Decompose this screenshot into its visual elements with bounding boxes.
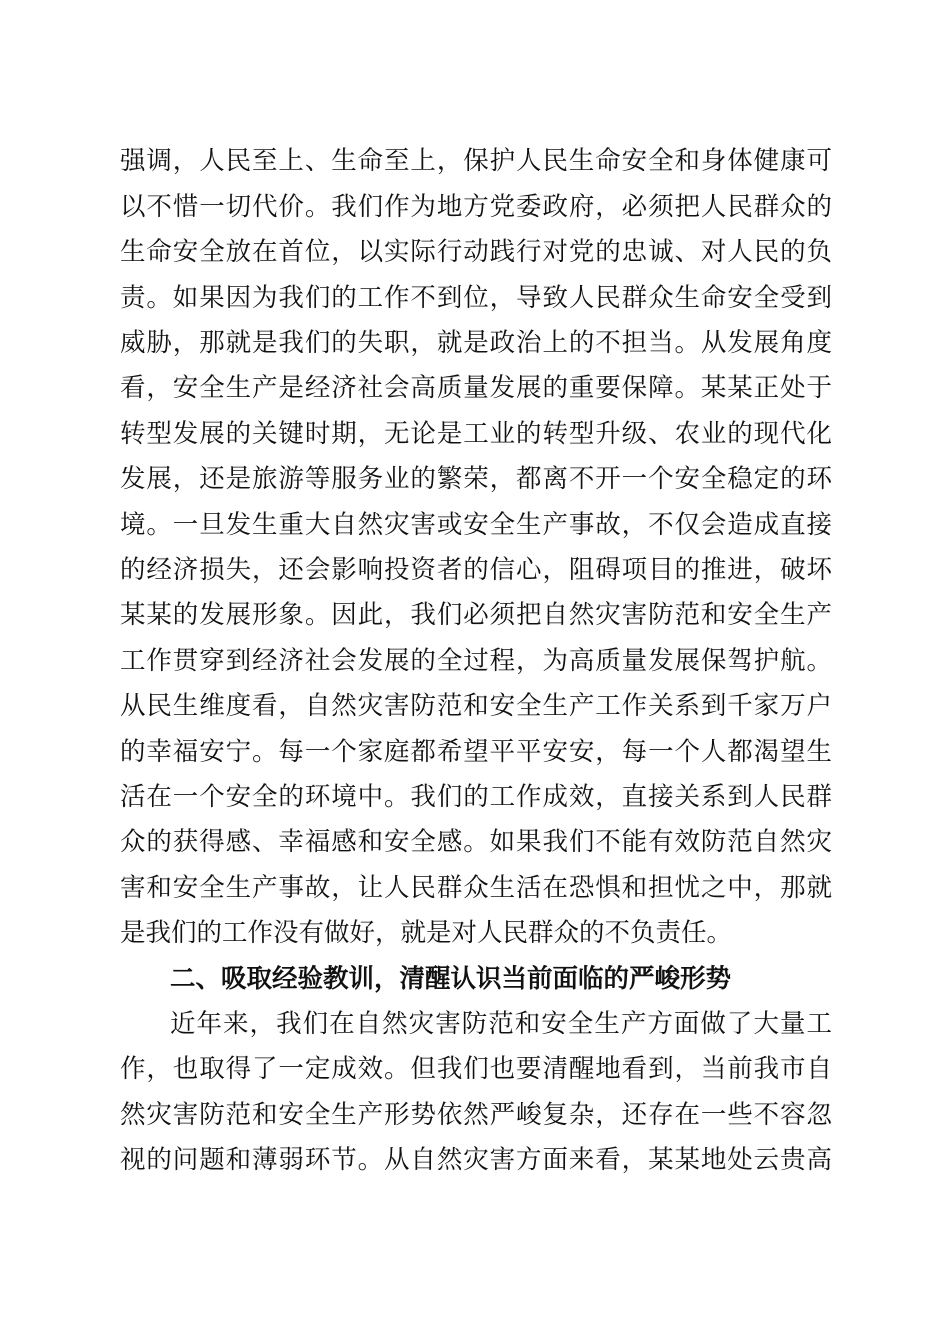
- paragraph-line: 活在一个安全的环境中。我们的工作成效，直接关系到人民群: [120, 782, 832, 812]
- paragraph-line: 是我们的工作没有做好，就是对人民群众的不负责任。: [120, 918, 733, 948]
- paragraph-line: 视的问题和薄弱环节。从自然灾害方面来看，某某地处云贵高: [120, 1145, 832, 1175]
- paragraph-line: 威胁，那就是我们的失职，就是政治上的不担当。从发展角度: [120, 328, 832, 358]
- paragraph-line: 然灾害防范和安全生产形势依然严峻复杂，还存在一些不容忽: [120, 1100, 832, 1130]
- paragraph-line: 境。一旦发生重大自然灾害或安全生产事故，不仅会造成直接: [120, 510, 832, 540]
- paragraph-line: 责。如果因为我们的工作不到位，导致人民群众生命安全受到: [120, 283, 832, 313]
- paragraph-line: 近年来，我们在自然灾害防范和安全生产方面做了大量工: [170, 1009, 832, 1039]
- paragraph-line: 看，安全生产是经济社会高质量发展的重要保障。某某正处于: [120, 373, 832, 403]
- paragraph-line: 作，也取得了一定成效。但我们也要清醒地看到，当前我市自: [120, 1054, 832, 1084]
- paragraph-line: 生命安全放在首位，以实际行动践行对党的忠诚、对人民的负: [120, 237, 832, 267]
- paragraph-line: 发展，还是旅游等服务业的繁荣，都离不开一个安全稳定的环: [120, 464, 832, 494]
- paragraph-line: 工作贯穿到经济社会发展的全过程，为高质量发展保驾护航。: [120, 646, 832, 676]
- paragraph-line: 以不惜一切代价。我们作为地方党委政府，必须把人民群众的: [120, 192, 832, 222]
- paragraph-line: 强调，人民至上、生命至上，保护人民生命安全和身体健康可: [120, 146, 832, 176]
- paragraph-line: 转型发展的关键时期，无论是工业的转型升级、农业的现代化: [120, 419, 832, 449]
- paragraph-line: 害和安全生产事故，让人民群众生活在恐惧和担忧之中，那就: [120, 873, 832, 903]
- paragraph-line: 众的获得感、幸福感和安全感。如果我们不能有效防范自然灾: [120, 827, 832, 857]
- paragraph-line: 的幸福安宁。每一个家庭都希望平平安安，每一个人都渴望生: [120, 737, 832, 767]
- paragraph-line: 从民生维度看，自然灾害防范和安全生产工作关系到千家万户: [120, 691, 832, 721]
- paragraph-line: 某某的发展形象。因此，我们必须把自然灾害防范和安全生产: [120, 600, 832, 630]
- section-heading: 二、吸取经验教训，清醒认识当前面临的严峻形势: [170, 964, 732, 994]
- paragraph-line: 的经济损失，还会影响投资者的信心，阻碍项目的推进，破坏: [120, 555, 832, 585]
